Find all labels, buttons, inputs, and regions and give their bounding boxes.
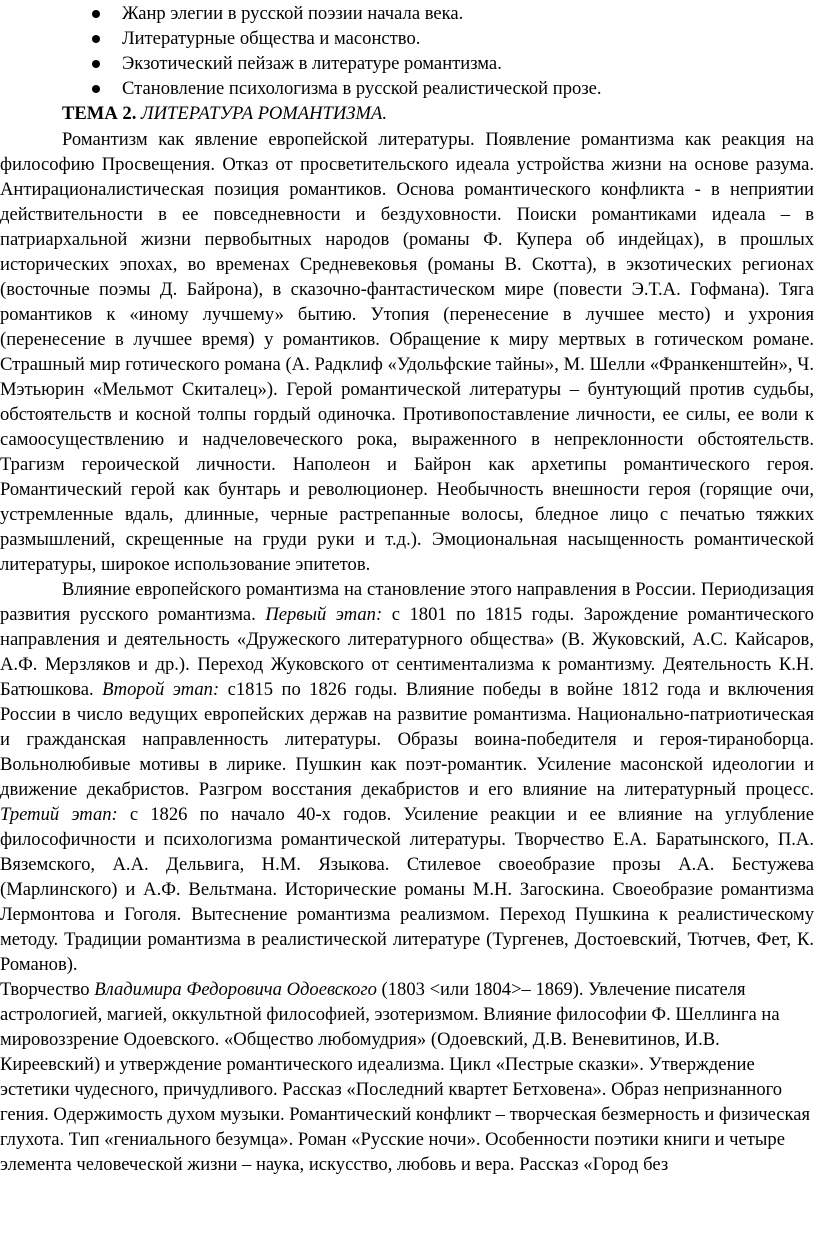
bullet-icon xyxy=(92,10,100,18)
list-item: Становление психологизма в русской реалистической прозе. xyxy=(62,76,814,101)
bullet-icon xyxy=(92,60,100,68)
paragraph-russian-romanticism: Влияние европейского романтизма на становление этого направления в России. Периодизация развития русского романтизма. Первый этап: с 1801 по 1815 годы. Зарождение романтического направления и деятельность «Дружеского литературного общества» (В. Жуковский, А.С. Кайсаров, А.Ф. Мерзляков и др.). Переход Жуковского от сентиментализма к романтизму. Деятельность К.Н. Батюшкова. Второй этап: с1815 по 1826 годы. Влияние победы в войне 1812 года и включения России в число ведущих европейских держав на развитие романтизма. Национально-патриотическая и гражданская направленность литературы. Образы воина-победителя и героя-тираноборца. Вольнолюбивые мотивы в лирике. Пушкин как поэт-романтик. Усиление масонской идеологии и движение декабристов. Разгром восстания декабристов и его влияние на литературный процесс. Третий этап: с 1826 по начало 40-х годов. Усиление реакции и ее влияние на углубление философичности и психологизма романтической литературы. Творчество Е.А. Баратынского, П.А. Вяземского, А.А. Дельвига, Н.М. Языкова. Стилевое своеобразие прозы А.А. Бестужева (Марлинского) и А.Ф. Вельтмана. Исторические романы М.Н. Загоскина. Своеобразие романтизма Лермонтова и Гоголя. Вытеснение романтизма реализмом. Переход Пушкина к реалистическому методу. Традиции романтизма в реалистической литературе (Тургенев, Достоевский, Тютчев, Фет, К. Романов). xyxy=(0,579,814,975)
stage-two-label: Второй этап: xyxy=(102,679,220,700)
bullet-icon xyxy=(92,85,100,93)
author-name: Владимира Федоровича Одоевского xyxy=(94,979,377,1000)
list-item: Жанр элегии в русской поэзии начала века. xyxy=(62,1,814,26)
topic-number: ТЕМА 2. xyxy=(62,103,137,124)
body-text xyxy=(0,127,814,1177)
topic-title: ЛИТЕРАТУРА РОМАНТИЗМА. xyxy=(141,103,387,124)
stage-one-label: Первый этап: xyxy=(265,604,383,625)
list-item: Литературные общества и масонство. xyxy=(62,26,814,51)
topic-heading xyxy=(62,101,814,127)
topic-list xyxy=(62,1,814,101)
bullet-icon xyxy=(92,35,100,43)
paragraph-romanticism: Романтизм как явление европейской литературы. Появление романтизма как реакция на философию Просвещения. Отказ от просветительского идеала устройства жизни на основе разума. Антирационалистическая позиция романтиков. Основа романтического конфликта - в неприятии действительности в ее повседневности и бездуховности. Поиски романтиками идеала – в патриархальной жизни первобытных народов (романы Ф. Купера об индейцах), в прошлых исторических эпохах, во временах Средневековья (романы В. Скотта), в экзотических регионах (восточные поэмы Д. Байрона), в сказочно-фантастическом мире (повести Э.Т.А. Гофмана). Тяга романтиков к «иному лучшему» бытию. Утопия (перенесение в лучшее место) и ухрония (перенесение в лучшее время) у романтиков. Обращение к миру мертвых в готическом романе. Страшный мир готического романа (А. Радклиф «Удольфские тайны», М. Шелли «Франкенштейн», Ч. Мэтьюрин «Мельмот Скиталец»). Герой романтической литературы – бунтующий против судьбы, обстоятельств и косной толпы гордый одиночка. Противопоставление личности, ее силы, ее воли к самоосуществлению и надчеловеческого рока, выраженного в непреклонности обстоятельств. Трагизм героической личности. Наполеон и Байрон как архетипы романтического героя. Романтический герой как бунтарь и революционер. Необычность внешности героя (горящие очи, устремленные вдаль, длинные, черные растрепанные волосы, бледное лицо с печатью тяжких размышлений, скрещенные на груди руки и т.д.). Эмоциональная насыщенность романтической литературы, широкое использование эпитетов. xyxy=(0,129,814,575)
paragraph-odoevsky: Творчество Владимира Федоровича Одоевского (1803 <или 1804>– 1869). Увлечение писателя астрологией, магией, оккультной философией, эзотеризмом. Влияние философии Ф. Шеллинга на мировоззрение Одоевского. «Общество любомудрия» (Одоевский, Д.В. Веневитинов, И.В. Киреевский) и утверждение романтического идеализма. Цикл «Пестрые сказки». Утверждение эстетики чудесного, причудливого. Рассказ «Последний квартет Бетховена». Образ непризнанного гения. Одержимость духом музыки. Романтический конфликт – творческая безмерность и физическая глухота. Тип «гениального безумца». Роман «Русские ночи». Особенности поэтики книги и четыре элемента человеческой жизни – наука, искусство, любовь и вера. Рассказ «Город без xyxy=(0,979,811,1175)
list-item: Экзотический пейзаж в литературе романтизма. xyxy=(62,51,814,76)
document-page xyxy=(0,1,814,1177)
stage-three-label: Третий этап: xyxy=(0,804,118,825)
